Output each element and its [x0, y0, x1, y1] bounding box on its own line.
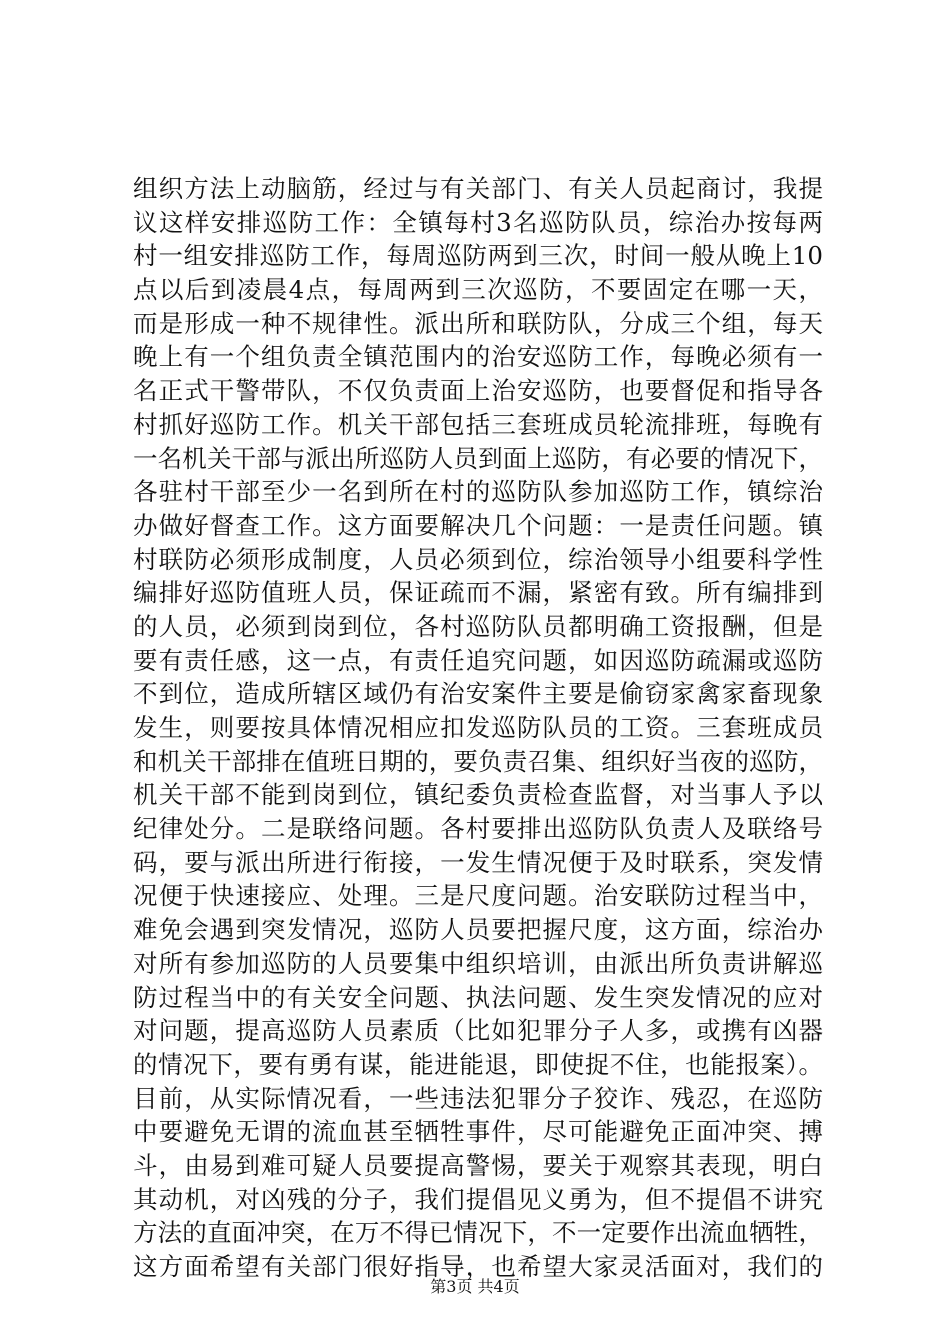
text-line: 组织方法上动脑筋，经过与有关部门、有关人员起商讨，我提 [133, 174, 823, 203]
text-line: 对问题，提高巡防人员素质（比如犯罪分子人多，或携有凶器 [133, 1016, 823, 1046]
text-line: 发生，则要按具体情况相应扣发巡防队员的工资。三套班成员 [133, 713, 823, 742]
text-line: 况便于快速接应、处理。三是尺度问题。治安联防过程当中， [133, 881, 823, 911]
page-number-footer: 第3页 共4页 [430, 1277, 520, 1296]
text-line: 机关干部不能到岗到位，镇纪委负责检查监督，对当事人予以 [133, 780, 823, 810]
text-line: 议这样安排巡防工作：全镇每村3名巡防队员，综治办按每两 [133, 207, 823, 237]
text-line: 村一组安排巡防工作，每周巡防两到三次，时间一般从晚上10 [133, 241, 823, 271]
text-line: 的情况下，要有勇有谋，能进能退，即使捉不住，也能报案）。 [133, 1049, 823, 1079]
text-line: 难免会遇到突发情况，巡防人员要把握尺度，这方面，综治办 [133, 915, 823, 945]
text-line: 要有责任感，这一点，有责任追究问题，如因巡防疏漏或巡防 [133, 645, 823, 675]
text-line: 村联防必须形成制度，人员必须到位，综治领导小组要科学性 [133, 544, 823, 574]
text-line: 的人员，必须到岗到位，各村巡防队员都明确工资报酬，但是 [133, 611, 823, 641]
text-line: 目前，从实际情况看，一些违法犯罪分子狡诈、残忍，在巡防 [133, 1083, 823, 1113]
text-line: 其动机，对凶残的分子，我们提倡见义勇为，但不提倡不讲究 [133, 1184, 823, 1214]
text-line: 纪律处分。二是联络问题。各村要排出巡防队负责人及联络号 [133, 814, 823, 844]
text-line: 而是形成一种不规律性。派出所和联防队，分成三个组，每天 [133, 308, 823, 338]
text-line: 编排好巡防值班人员，保证疏而不漏，紧密有致。所有编排到 [133, 578, 823, 608]
text-line: 名正式干警带队，不仅负责面上治安巡防，也要督促和指导各 [133, 376, 823, 406]
text-line: 和机关干部排在值班日期的，要负责召集、组织好当夜的巡防， [133, 746, 823, 776]
text-line: 一名机关干部与派出所巡防人员到面上巡防，有必要的情况下， [133, 443, 823, 473]
text-line: 斗，由易到难可疑人员要提高警惕，要关于观察其表现，明白 [133, 1150, 823, 1180]
text-line: 这方面希望有关部门很好指导，也希望大家灵活面对，我们的 [133, 1252, 823, 1281]
text-line: 晚上有一个组负责全镇范围内的治安巡防工作，每晚必须有一 [133, 342, 823, 372]
text-line: 对所有参加巡防的人员要集中组织培训，由派出所负责讲解巡 [133, 948, 823, 978]
text-line: 方法的直面冲突，在万不得已情况下，不一定要作出流血牺牲， [133, 1218, 823, 1248]
body-paragraph [133, 172, 823, 1284]
text-line: 不到位，造成所辖区域仍有治安案件主要是偷窃家禽家畜现象 [133, 679, 823, 709]
text-line: 码，要与派出所进行衔接，一发生情况便于及时联系，突发情 [133, 847, 823, 877]
text-line: 防过程当中的有关安全问题、执法问题、发生突发情况的应对 [133, 982, 823, 1012]
text-line: 中要避免无谓的流血甚至牺牲事件，尽可能避免正面冲突、搏 [133, 1117, 823, 1147]
text-line: 点以后到凌晨4点，每周两到三次巡防，不要固定在哪一天， [133, 275, 823, 305]
text-line: 办做好督查工作。这方面要解决几个问题：一是责任问题。镇 [133, 510, 823, 540]
text-line: 村抓好巡防工作。机关干部包括三套班成员轮流排班，每晚有 [133, 409, 823, 439]
text-line: 各驻村干部至少一名到所在村的巡防队参加巡防工作，镇综治 [133, 477, 823, 507]
